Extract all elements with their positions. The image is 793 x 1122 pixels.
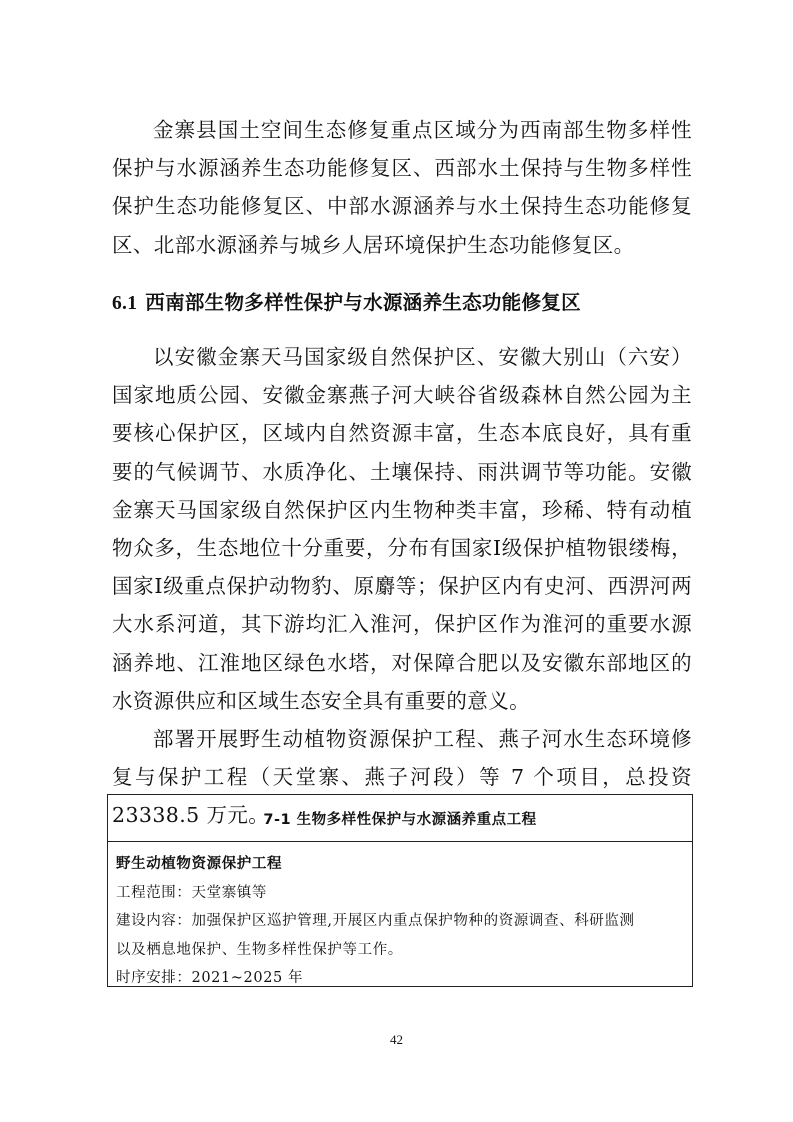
project-schedule: 时序安排：2021~2025 年 <box>116 970 304 987</box>
section-paragraph-1: 以安徽金寨天马国家级自然保护区、安徽大别山（六安）国家地质公园、安徽金寨燕子河大峡谷省级森林自然公园为主要核心保护区，区域内自然资源丰富，生态本底良好，具有重要的气候调节、水质净化、土壤保持、雨洪调节等功能。安徽金寨天马国家级自然保护区内生物种类丰富，珍稀、特有动植物众多，生态地位十分重要，分布有国家Ⅰ级保护植物银缕梅，国家Ⅰ级重点保护动物豹、原麝等；保护区内有史河、西淠河两大水系河道，其下游均汇入淮河，保护区作为淮河的重要水源涵养地、江淮地区绿色水塔，对保障合肥以及安徽东部地区的水资源供应和区域生态安全具有重要的意义。 <box>112 345 692 713</box>
section-title: 西南部生物多样性保护与水源涵养生态功能修复区 <box>145 291 581 314</box>
page-number: 42 <box>390 1032 403 1047</box>
intro-paragraph: 金寨县国土空间生态修复重点区域分为西南部生物多样性保护与水源涵养生态功能修复区、西部水土保持与生物多样性保护生态功能修复区、中部水源涵养与水土保持生态功能修复区、北部水源涵养与城乡人居环境保护生态功能修复区。 <box>112 118 692 257</box>
table-title: 7-1 生物多样性保护与水源涵养重点工程 <box>108 795 692 842</box>
section-paragraph-2: 部署开展野生动植物资源保护工程、燕子河水生态环境修复与保护工程（天堂寨、燕子河段）等 7 个项目，总投资 23338.5 万元。 <box>112 727 692 828</box>
section-number: 6.1 <box>112 293 138 314</box>
project-content-line-2: 以及栖息地保护、生物多样性保护等工作。 <box>116 941 403 958</box>
project-name: 野生动植物资源保护工程 <box>116 856 283 872</box>
project-table-box <box>107 794 693 987</box>
project-content-line-1: 建设内容：加强保护区巡护管理,开展区内重点保护物种的资源调查、科研监测 <box>116 913 635 930</box>
section-heading <box>112 288 692 319</box>
project-scope: 工程范围：天堂寨镇等 <box>116 884 267 901</box>
table-body <box>108 842 692 993</box>
